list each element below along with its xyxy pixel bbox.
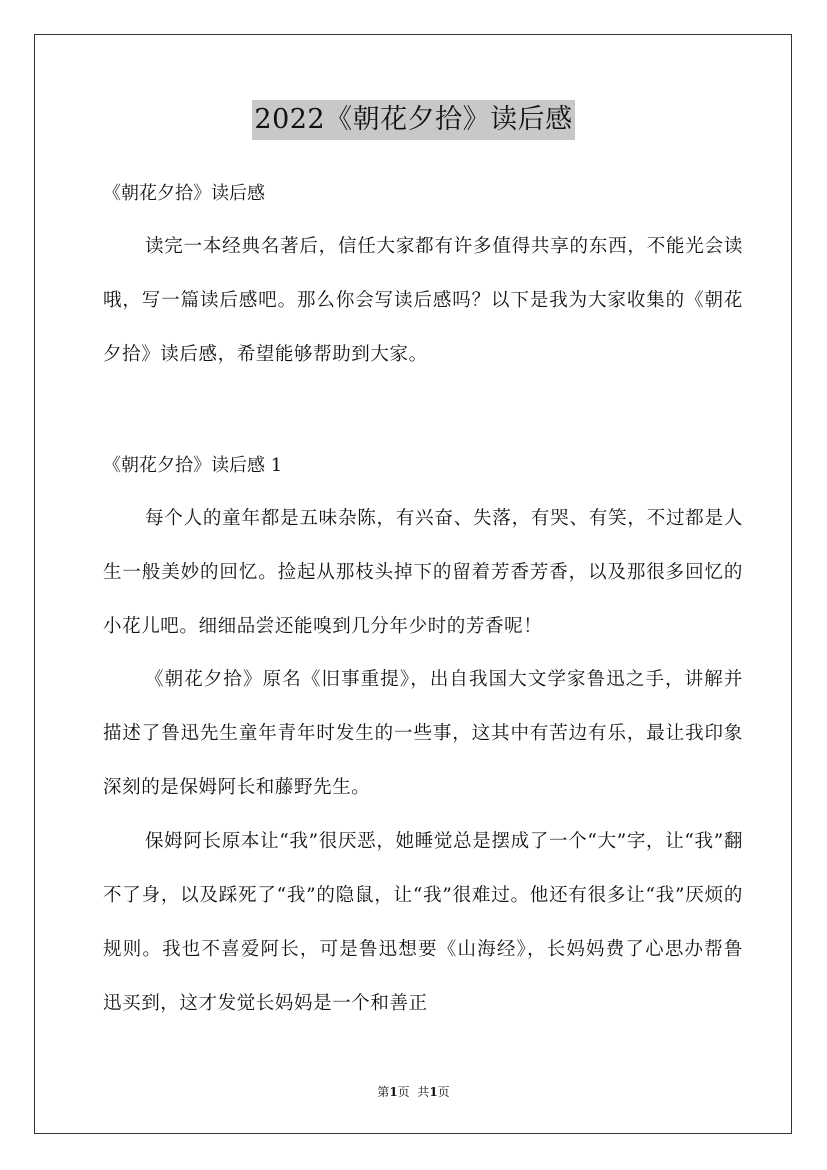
page-footer	[0, 1084, 827, 1100]
intro-paragraph: 读完一本经典名著后，信任大家都有许多值得共享的东西，不能光会读哦，写一篇读后感吧。那么你会写读后感吗？以下是我为大家收集的《朝花夕拾》读后感，希望能够帮助到大家。	[103, 236, 743, 365]
footer-suffix: 页	[437, 1085, 450, 1099]
paragraph-2: 《朝花夕拾》原名《旧事重提》，出自我国大文学家鲁迅之手，讲解并描述了鲁迅先生童年青年时发生的一些事，这其中有苦边有乐，最让我印象深刻的是保姆阿长和藤野先生。	[103, 669, 743, 798]
footer-total-pages: 1	[429, 1085, 438, 1099]
title-container	[0, 100, 827, 140]
section-heading-intro: 《朝花夕拾》读后感	[103, 183, 265, 204]
document-title: 2022《朝花夕拾》读后感	[252, 100, 574, 140]
paragraph-1: 每个人的童年都是五味杂陈，有兴奋、失落，有哭、有笑，不过都是人生一般美妙的回忆。捡起从那枝头掉下的留着芳香芳香，以及那很多回忆的小花儿吧。细细品尝还能嗅到几分年少时的芳香呢！	[103, 508, 743, 637]
section-heading-1: 《朝花夕拾》读后感 1	[103, 455, 283, 476]
footer-page-number: 1	[389, 1085, 398, 1099]
footer-prefix: 第	[377, 1085, 390, 1099]
paragraph-3: 保姆阿长原本让“我”很厌恶，她睡觉总是摆成了一个“大”字，让“我”翻不了身，以及踩死了“我”的隐鼠，让“我”很难过。他还有很多让“我”厌烦的规则。我也不喜爱阿长，可是鲁迅想要《山海经》，长妈妈费了心思办帮鲁迅买到，这才发觉长妈妈是一个和善正	[103, 831, 743, 1014]
footer-mid: 页 共	[397, 1085, 430, 1099]
